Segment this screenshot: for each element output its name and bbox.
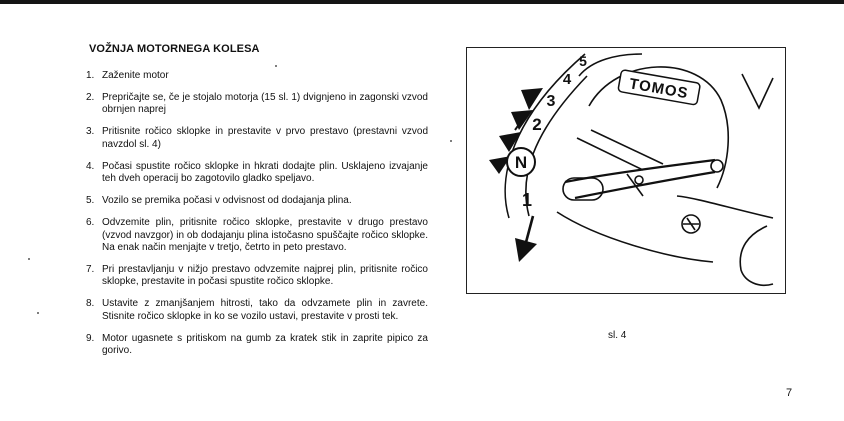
fourth-gear-label: 4 [562, 71, 572, 88]
step-text: Zaženite motor [102, 70, 169, 81]
step-number: 1. [86, 70, 95, 81]
step-text: Počasi spustite ročico sklopke in hkrati dodajte plin. Usklajeno izvajanje teh dveh operacij bo zagotovilo gladko speljavo. [102, 160, 428, 185]
scan-speck [450, 140, 452, 142]
step-text: Motor ugasnete s pritiskom na gumb za kratek stik in zaprite pipico za gorivo. [102, 332, 428, 357]
list-item [86, 333, 428, 358]
page-number: 7 [786, 387, 793, 399]
step-number: 3. [86, 126, 95, 138]
lower-crankcase-line [557, 212, 713, 262]
frame-v-lines [742, 74, 773, 108]
scan-speck [37, 312, 39, 314]
step-number: 2. [86, 92, 95, 103]
list-item [86, 92, 428, 117]
first-gear-arrow-icon [515, 238, 537, 262]
gear-shift-diagram [467, 48, 785, 293]
list-item [86, 195, 428, 207]
list-item [86, 70, 428, 82]
tomos-logo-text: TOMOS [627, 75, 690, 103]
fifth-gear-arrow-icon [521, 88, 543, 110]
step-text: Vozilo se premika počasi v odvisnost od dodajanja plina. [102, 195, 352, 207]
step-number: 7. [86, 264, 95, 276]
list-item [86, 161, 428, 186]
second-gear-label: 2 [532, 115, 542, 134]
list-item [86, 298, 428, 323]
step-number: 8. [86, 298, 95, 310]
list-item [86, 264, 428, 289]
list-item [86, 126, 428, 151]
linkage-rod [577, 138, 643, 170]
lever-end-bolt [711, 160, 723, 172]
step-text: Ustavite z zmanjšanjem hitrosti, tako da odvzamete plin in zavrete. Stisnite ročico sklopke in ko se vozilo ustavi, prestavite v prosti tek. [102, 298, 428, 322]
section-heading: VOŽNJA MOTORNEGA KOLESA [89, 43, 260, 55]
list-item [86, 217, 428, 254]
neutral-label: N [514, 153, 528, 172]
step-number: 5. [86, 195, 95, 207]
tomos-logo [618, 70, 701, 106]
scan-speck [28, 258, 30, 260]
step-text: Prepričajte se, če je stojalo motorja (15 sl. 1) dvignjeno in zagonski vzvod obrnjen naprej [102, 92, 428, 116]
lever-mid-bolt [635, 176, 643, 184]
scan-speck [275, 65, 277, 67]
step-number: 6. [86, 217, 95, 229]
step-text: Pritisnite ročico sklopke in prestavite v prvo prestavo (prestavni vzvod navzdol sl. 4) [102, 126, 428, 150]
first-gear-label: 1 [521, 190, 533, 210]
gear-shift-figure [466, 47, 786, 294]
hex-nut-detail [683, 218, 699, 230]
top-border-line [0, 0, 844, 4]
step-number: 4. [86, 160, 95, 172]
figure-caption: sl. 4 [608, 330, 627, 341]
footrest-arc [740, 226, 773, 285]
linkage-rod-2 [591, 130, 663, 164]
fourth-gear-arrow-icon [511, 110, 533, 130]
instruction-list [86, 70, 428, 367]
third-gear-label: 3 [546, 93, 556, 110]
step-number: 9. [86, 332, 95, 344]
fifth-gear-label: 5 [579, 53, 587, 69]
step-text: Pri prestavljanju v nižjo prestavo odvzemite najprej plin, pritisnite ročico sklopke, prestavite in počasi spustite ročico sklopke. [102, 264, 428, 288]
step-text: Odvzemite plin, pritisnite ročico sklopke, prestavite v drugo prestavo (vzvod navzgor) in ob dodajanju plina istočasno spuščajte ročico sklopke. Na enak način menjajte v tretjo, četrto in peto prestavo. [102, 217, 428, 254]
